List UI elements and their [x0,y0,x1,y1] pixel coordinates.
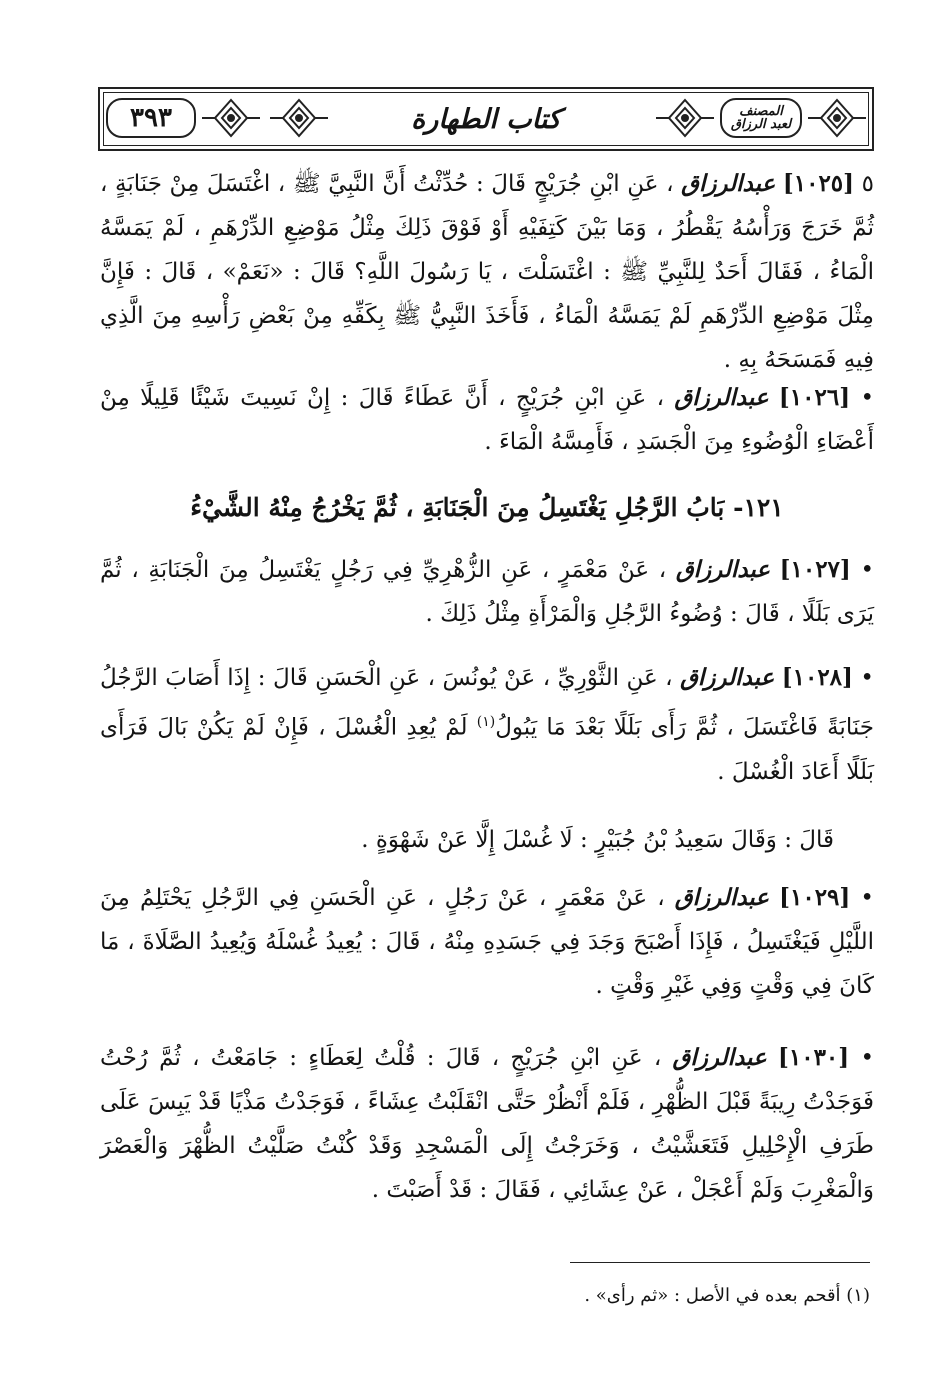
entry-text: ، عَنِ ابْنِ جُرَيْجٍ ، أَنَّ عَطَاءً قَالَ : إِنْ نَسِيتَ شَيْئًا قَلِيلًا مِنْ أَعْضَاءِ الْوُضُوءِ مِنَ الْجَسَدِ ، فَأَمِسَّهُ الْمَاءَ . [100,385,874,455]
entry-marker: • [860,665,874,691]
hadith-entry [100,1036,874,1212]
entry-text: ، عَنْ مَعْمَرٍ ، عَنِ الزُّهْرِيِّ فِي رَجُلٍ يَغْتَسِلُ مِنَ الْجَنَابَةِ ، ثُمَّ يَرَى بَلَلًا ، قَالَ : وُضُوءُ الرَّجُلِ وَالْمَرْأَةِ مِثْلُ ذَلِكَ . [100,557,874,627]
entry-number: [١٠٢٥] [782,170,855,197]
entry-author: عبدالرزاق [681,170,776,197]
entry-marker: ٥ [861,171,875,197]
footnote: (١) أقحم بعده في الأصل : «ثم رأى» . [584,1285,870,1306]
entry-text: ، عَنِ الثَّوْرِيِّ ، عَنْ يُونُسَ ، عَنِ الْحَسَنِ قَالَ : إِذَا أَصَابَ الرَّجُلُ جَنَابَةً فَاغْتَسَلَ ، ثُمَّ رَأَى بَلَلًا بَعْدَ مَا يَبُولُ [100,665,874,741]
entry-marker: • [860,385,875,411]
entry-author: عبدالرزاق [672,1044,767,1071]
book-logo [720,98,802,138]
hadith-entry [100,376,874,464]
logo-line-2: لعبد الرزاق [730,117,792,132]
entry-text: ، عَنِ ابْنِ جُرَيْجٍ قَالَ : حُدِّثْتُ أَنَّ النَّبِيَّ ﷺ ، اغْتَسَلَ مِنْ جَنَابَةٍ ، ثُمَّ خَرَجَ وَرَأْسُهُ يَقْطُرُ ، وَمَا بَيْنَ كَتِفَيْهِ أَوْ فَوْقَ ذَلِكَ مِثْلُ مَوْضِعِ الدِّرْهَمِ ، لَمْ يَمَسَّهُ الْمَاءُ ، فَقَالَ أَحَدٌ لِلنَّبِيِّ ﷺ : اغْتَسَلْتَ ، يَا رَسُولَ اللَّهِ؟ قَالَ : «نَعَمْ» ، قَالَ : فَإِنَّ مِثْلَ مَوْضِعِ الدِّرْهَمِ لَمْ يَمَسَّهُ الْمَاءُ ، فَأَخَذَ النَّبِيُّ ﷺ بِكَفِّهِ مِنْ بَعْضِ رَأْسِهِ مِنَ الَّذِي فِيهِ فَمَسَحَهُ بِهِ . [100,171,874,373]
hadith-entry [100,876,874,1008]
page-number: ٣٩٣ [106,98,196,138]
entry-marker: • [860,1045,875,1071]
ornament-icon [806,97,868,139]
entry-number: [١٠٢٨] [781,664,853,691]
entry-number: [١٠٢٩] [779,884,851,911]
header-title: كتاب الطهارة [411,103,561,135]
entry-number: [١٠٢٧] [779,556,851,583]
hadith-entry [100,162,874,382]
hadith-entry [100,656,874,794]
logo-line-1: المصنف [739,104,783,119]
entry-author: عبدالرزاق [675,556,770,583]
entry-number: [١٠٣٠] [777,1044,850,1071]
chapter-heading: ١٢١- بَابُ الرَّجُلِ يَغْتَسِلُ مِنَ الْجَنَابَةِ ، ثُمَّ يَخْرُجُ مِنْهُ الشَّيْءُ [190,493,784,522]
entry-text-continued: لَمْ يُعِدِ الْغُسْلَ ، فَإِنْ لَمْ يَكُنْ بَالَ فَرَأَى بَلَلًا أَعَادَ الْغُسْلَ . [100,714,874,785]
entry-author: عبدالرزاق [674,884,769,911]
entry-marker: • [860,885,874,911]
entry-author: عبدالرزاق [674,384,769,411]
footnote-divider [570,1262,870,1263]
entry-author: عبدالرزاق [680,664,775,691]
entry-number: [١٠٢٦] [778,384,851,411]
entry-extra-line: قَالَ : وَقَالَ سَعِيدُ بْنُ جُبَيْرٍ : لَا غُسْلَ إِلَّا عَنْ شَهْوَةٍ . [361,827,834,853]
ornament-icon [200,97,262,139]
entry-marker: • [860,557,875,583]
ornament-icon [268,97,330,139]
page-header [98,87,874,151]
footnote-ref[interactable]: (١) [476,714,496,730]
entry-text: ، عَنِ ابْنِ جُرَيْجٍ ، قَالَ : قُلْتُ لِعَطَاءٍ : جَامَعْتُ ، ثُمَّ رُحْتُ فَوَجَدْتُ رِيبَةً قَبْلَ الظُّهْرِ ، فَلَمْ أَنْظُرْ حَتَّى انْقَلَبْتُ عِشَاءً ، فَوَجَدْتُ مَذْيًا قَدْ يَبِسَ عَلَى طَرَفِ الْإِحْلِيلِ فَتَعَشَّيْتُ ، وَخَرَجْتُ إِلَى الْمَسْجِدِ وَقَدْ كُنْتُ صَلَّيْتُ الظُّهْرَ وَالْعَصْرَ وَالْمَغْرِبَ وَلَمْ أَعْجَلْ ، عَنْ عِشَائِي ، فَقَالَ : قَدْ أَصَبْتَ . [100,1045,874,1203]
ornament-icon [654,97,716,139]
entry-text: ، عَنْ مَعْمَرٍ ، عَنْ رَجُلٍ ، عَنِ الْحَسَنِ فِي الرَّجُلِ يَحْتَلِمُ مِنَ اللَّيْلِ فَيَغْتَسِلُ ، فَإِذَا أَصْبَحَ وَجَدَ فِي جَسَدِهِ مِنْهُ ، قَالَ : يُعِيدُ غُسْلَهُ وَيُعِيدُ الصَّلَاةَ ، مَا كَانَ فِي وَقْتٍ وَفِي غَيْرِ وَقْتٍ . [100,885,874,999]
hadith-entry [100,548,874,636]
